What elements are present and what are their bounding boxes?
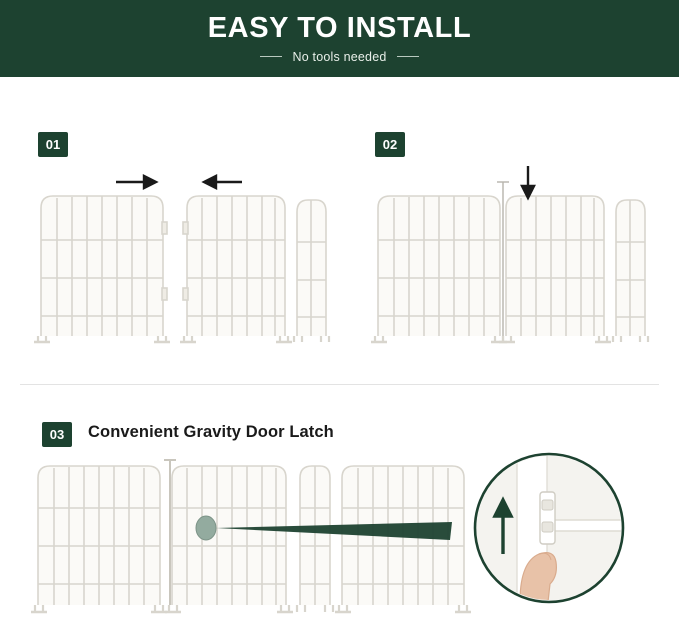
step-3-illustration (20, 450, 659, 625)
step-badge-02: 02 (375, 132, 405, 157)
left-rule (260, 56, 282, 57)
arrow-left-icon (204, 176, 242, 188)
page-title: EASY TO INSTALL (207, 12, 472, 45)
step-badge-01: 01 (38, 132, 68, 157)
step-3-title: Convenient Gravity Door Latch (88, 423, 334, 441)
arrow-right-icon (116, 176, 156, 188)
page-subtitle: No tools needed (292, 49, 387, 64)
step-2-illustration (360, 160, 660, 360)
step-1-illustration (20, 160, 340, 360)
header-banner (0, 0, 679, 77)
latch-closeup (475, 454, 625, 602)
subtitle-group (260, 50, 418, 64)
section-divider (20, 384, 659, 385)
latch-highlight-dot (196, 516, 216, 540)
right-rule (397, 56, 419, 57)
step-badge-03: 03 (42, 422, 72, 447)
arrow-down-icon (522, 166, 534, 198)
